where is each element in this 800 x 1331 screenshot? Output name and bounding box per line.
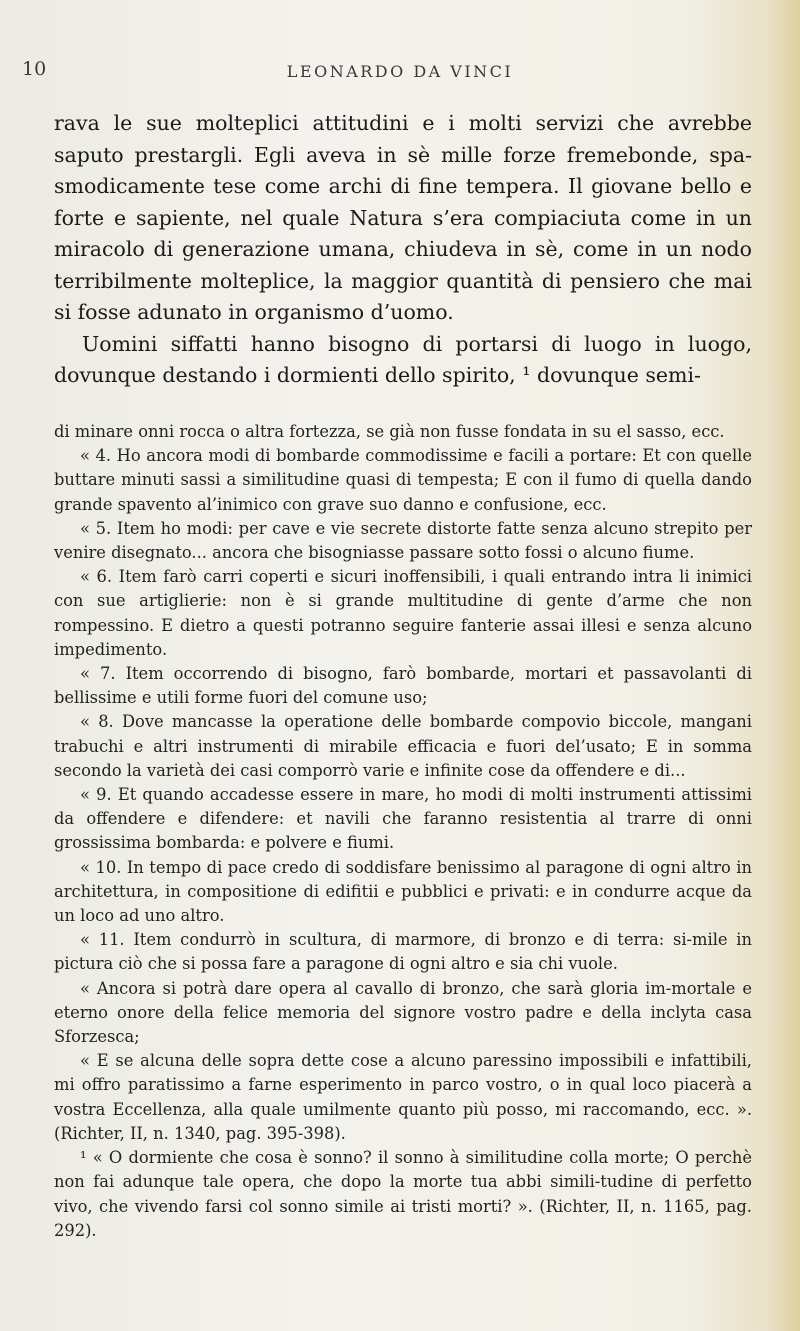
footnote-paragraph: « Ancora si potrà dare opera al cavallo di bronzo, che sarà gloria im-mortale e eterno onore della felice memoria del signore vostro padre e della inclyta casa Sforzesca;	[54, 978, 752, 1047]
footnote-paragraph: « 10. In tempo di pace credo di soddisfare benissimo al paragone di ogni altro in architettura, in compositione di edifitii e pubblici e privati: e in condurre acque da un loco ad uno altro.	[54, 857, 752, 926]
body-paragraph: Uomini siffatti hanno bisogno di portarsi di luogo in luogo, dovunque destando i dormienti dello spirito, ¹ dovunque semi-	[54, 331, 752, 387]
footnote-paragraph: « 11. Item condurrò in scultura, di marmore, di bronzo e di terra: si-mile in pictura ciò che si possa fare a paragone di ogni altro e sia chi vuole.	[54, 930, 752, 974]
page-number: 10	[22, 58, 47, 80]
footnote-paragraph: « 8. Dove mancasse la operatione delle bombarde compovio biccole, mangani trabuchi e altri instrumenti di mirabile efficacia e fuori del’usato; E in somma secondo la varietà dei casi comporrò varie e infinite cose da offendere e di...	[54, 712, 752, 780]
footnote-paragraph: « 7. Item occorrendo di bisogno, farò bombarde, mortari et passavolanti di bellissime e utili forme fuori del comune uso;	[54, 664, 752, 708]
footnote-paragraph: « 5. Item ho modi: per cave e vie secrete distorte fatte senza alcuno strepito per venire disegnato... ancora che bisogniasse passare sotto fossi o alcuno fiume.	[54, 518, 752, 563]
footnote-paragraph: ¹ « O dormiente che cosa è sonno? il sonno à similitudine colla morte; O perchè non fai adunque tale opera, che dopo la morte tua abbi simili-tudine di perfetto vivo, che vivendo farsi col sonno simile ai tristi morti? ». (Richter, II, n. 1165, pag. 292).	[54, 1148, 752, 1240]
footnote-paragraph: « E se alcuna delle sopra dette cose a alcuno paressino impossibili e infattibili, mi offro paratissimo a farne esperimento in parco vostro, o in qual loco piacerà a vostra Eccellenza, alla quale umilmente quanto più posso, mi raccomando, ecc. ». (Richter, II, n. 1340, pag. 395-398).	[54, 1051, 752, 1143]
main-text	[54, 108, 752, 392]
footnote-paragraph: di minare onni rocca o altra fortezza, se già non fusse fondata in su el sasso, ecc.	[54, 422, 725, 441]
running-title: LEONARDO DA VINCI	[286, 62, 514, 81]
footnote-paragraph: « 4. Ho ancora modi di bombarde commodissime e facili a portare: Et con quelle buttare minuti sassi a similitudine quasi di tempesta; E con il fumo di quella dando grande spavento al’inimico con grave suo danno e confusione, ecc.	[54, 446, 752, 514]
footnote-paragraph: « 6. Item farò carri coperti e sicuri inoffensibili, i quali entrando intra li inimici con sue artiglierie: non è si grande multitudine di gente d’arme che non rompessino. E dietro a questi potranno seguire fanterie assai illesi e senza alcuno impedimento.	[54, 567, 752, 659]
footnotes	[54, 420, 752, 1243]
footnote-paragraph: « 9. Et quando accadesse essere in mare, ho modi di molti instrumenti attissimi da offendere e difendere: et navili che faranno resistentia al trarre di onni grossissima bombarda: e polvere e fiumi.	[54, 785, 752, 853]
body-paragraph: rava le sue molteplici attitudini e i molti servizi che avrebbe saputo prestargli. Egli aveva in sè mille forze fremebonde, spa-smodicamente tese come archi di fine tempera. Il giovane bello e forte e sapiente, nel quale Natura s’era compiaciuta come in un miracolo di generazione umana, chiudeva in sè, come in un nodo terribilmente molteplice, la maggior quantità di pensiero che mai si fosse adunato in organismo d’uomo.	[54, 111, 752, 324]
